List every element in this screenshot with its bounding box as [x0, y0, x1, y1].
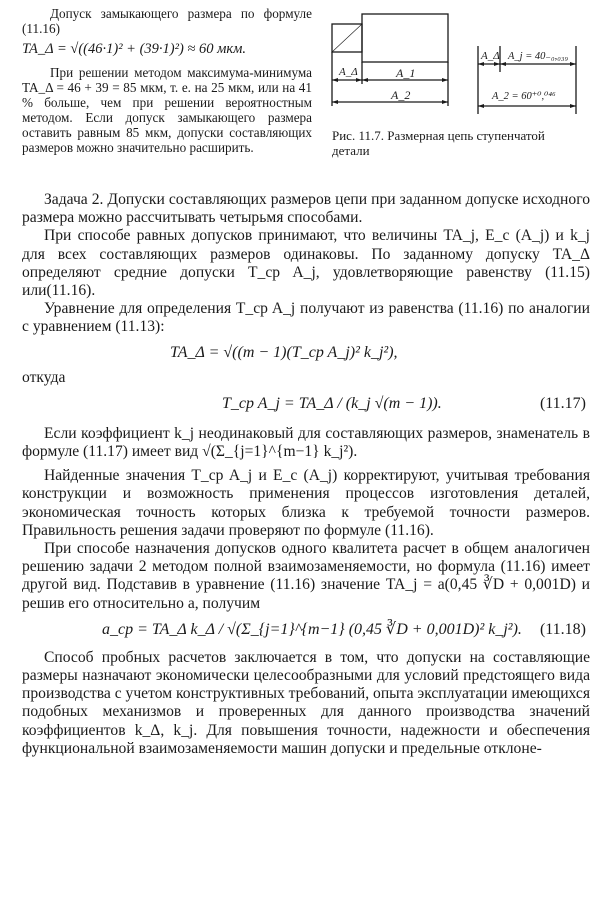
figure-label-ad: A_Δ: [339, 66, 358, 78]
equation-2: T_cp A_j = TA_Δ / (k_j √(m − 1)).: [222, 394, 442, 412]
equation-tolerance-sum: [22, 337, 590, 369]
equation-1: TA_Δ = √((m − 1)(T_cp A_j)² k_j²),: [170, 343, 398, 361]
equation-11-17: [22, 387, 590, 425]
figure-label-aj: A_j = 40₋₀,₀₃₉: [508, 51, 569, 62]
equation-number-11-17: (11.17): [539, 394, 586, 412]
left-column: [22, 6, 312, 155]
word-otkuda: откуда: [22, 368, 66, 386]
paragraph-max-min: При решении методом максимума-минимума TA_Δ = 46 + 39 = 85 мкм, т. е. на 25 мкм, или на 41 % больше, чем при решении вероятностным методом. Если допуск замыкающего размера оставить равным 85 мкм, допуски составляющих размеров можно значительно расширить.: [22, 65, 312, 155]
figure-label-ad-right: A_Δ: [481, 50, 500, 62]
paragraph-task-2: Задача 2. Допуски составляющих размеров цепи при заданном допуске исходного размера можно рассчитывать четырьмя способами.: [22, 191, 590, 227]
paragraph-formula-intro: Допуск замыкающего размера по формуле (11.16): [22, 6, 312, 36]
paragraph-trial-calculations: Способ пробных расчетов заключается в том, что допуски на составляющие размеры назначают экономически целесообразными для условий предстоящего вида производства с учетом конструктивных требований, опыта эксплуатации имеющихся подобных механизмов и проверенных для данного производства значений коэффициентов k_Δ, k_j. Для повышения точности, надежности и обеспечения функциональной взаимозаменяемости машин допуски и предельные отклоне-: [22, 648, 590, 757]
figure-label-a1: A_1: [396, 66, 416, 80]
figure-label-a2: A_2: [391, 88, 411, 102]
equation-3: a_cp = TA_Δ k_Δ / √(Σ_{j=1}^{m−1} (0,45 ∛D + 0,001D)² k_j²).: [102, 620, 522, 638]
equation-number-11-18: (11.18): [539, 620, 586, 638]
formula-tolerance-total: TA_Δ = √((46·1)² + (39·1)²) ≈ 60 мкм.: [22, 41, 247, 57]
paragraph-found-values: Найденные значения T_cp A_j и E_c (A_j) корректируют, учитывая требования конструкции и возможность применения процессов изготовления деталей, экономическая точность которых близка к требуемой точности размеров. Правильность решения задачи проверяют по формуле (11.16).: [22, 467, 590, 539]
paragraph-one-grade: При способе назначения допусков одного квалитета расчет в общем аналогичен решению задачи 2 методом полной взаимозаменяемости, но формула (11.16) имеет другой вид. Подставив в уравнение (11.16) значение TA_j = a(0,45 ∛D + 0,001D) и решив его относительно a, получим: [22, 540, 590, 612]
figure-label-a2-right: A_2 = 60⁺⁰,⁰⁴⁶: [492, 91, 556, 102]
main-text: [22, 191, 590, 758]
paragraph-equation-intro: Уравнение для определения T_cp A_j получают из равенства (11.16) по аналогии с уравнением (11.13):: [22, 300, 590, 336]
equation-11-18: [22, 613, 590, 649]
paragraph-coefficient: Если коэффициент k_j неодинаковый для составляющих размеров, знаменатель в формуле (11.17) имеет вид √(Σ_{j=1}^{m−1} k_j²).: [22, 424, 590, 461]
figure-caption: Рис. 11.7. Размерная цепь ступенчатой детали: [332, 128, 545, 158]
paragraph-equal-tolerances: При способе равных допусков принимают, что величины TA_j, E_c (A_j) и k_j для всех составляющих размеров одинаковы. По заданному допуску TA_Δ определяют средние допуски T_cp A_j, удовлетворяющие равенству (11.15) или(11.16).: [22, 227, 590, 300]
